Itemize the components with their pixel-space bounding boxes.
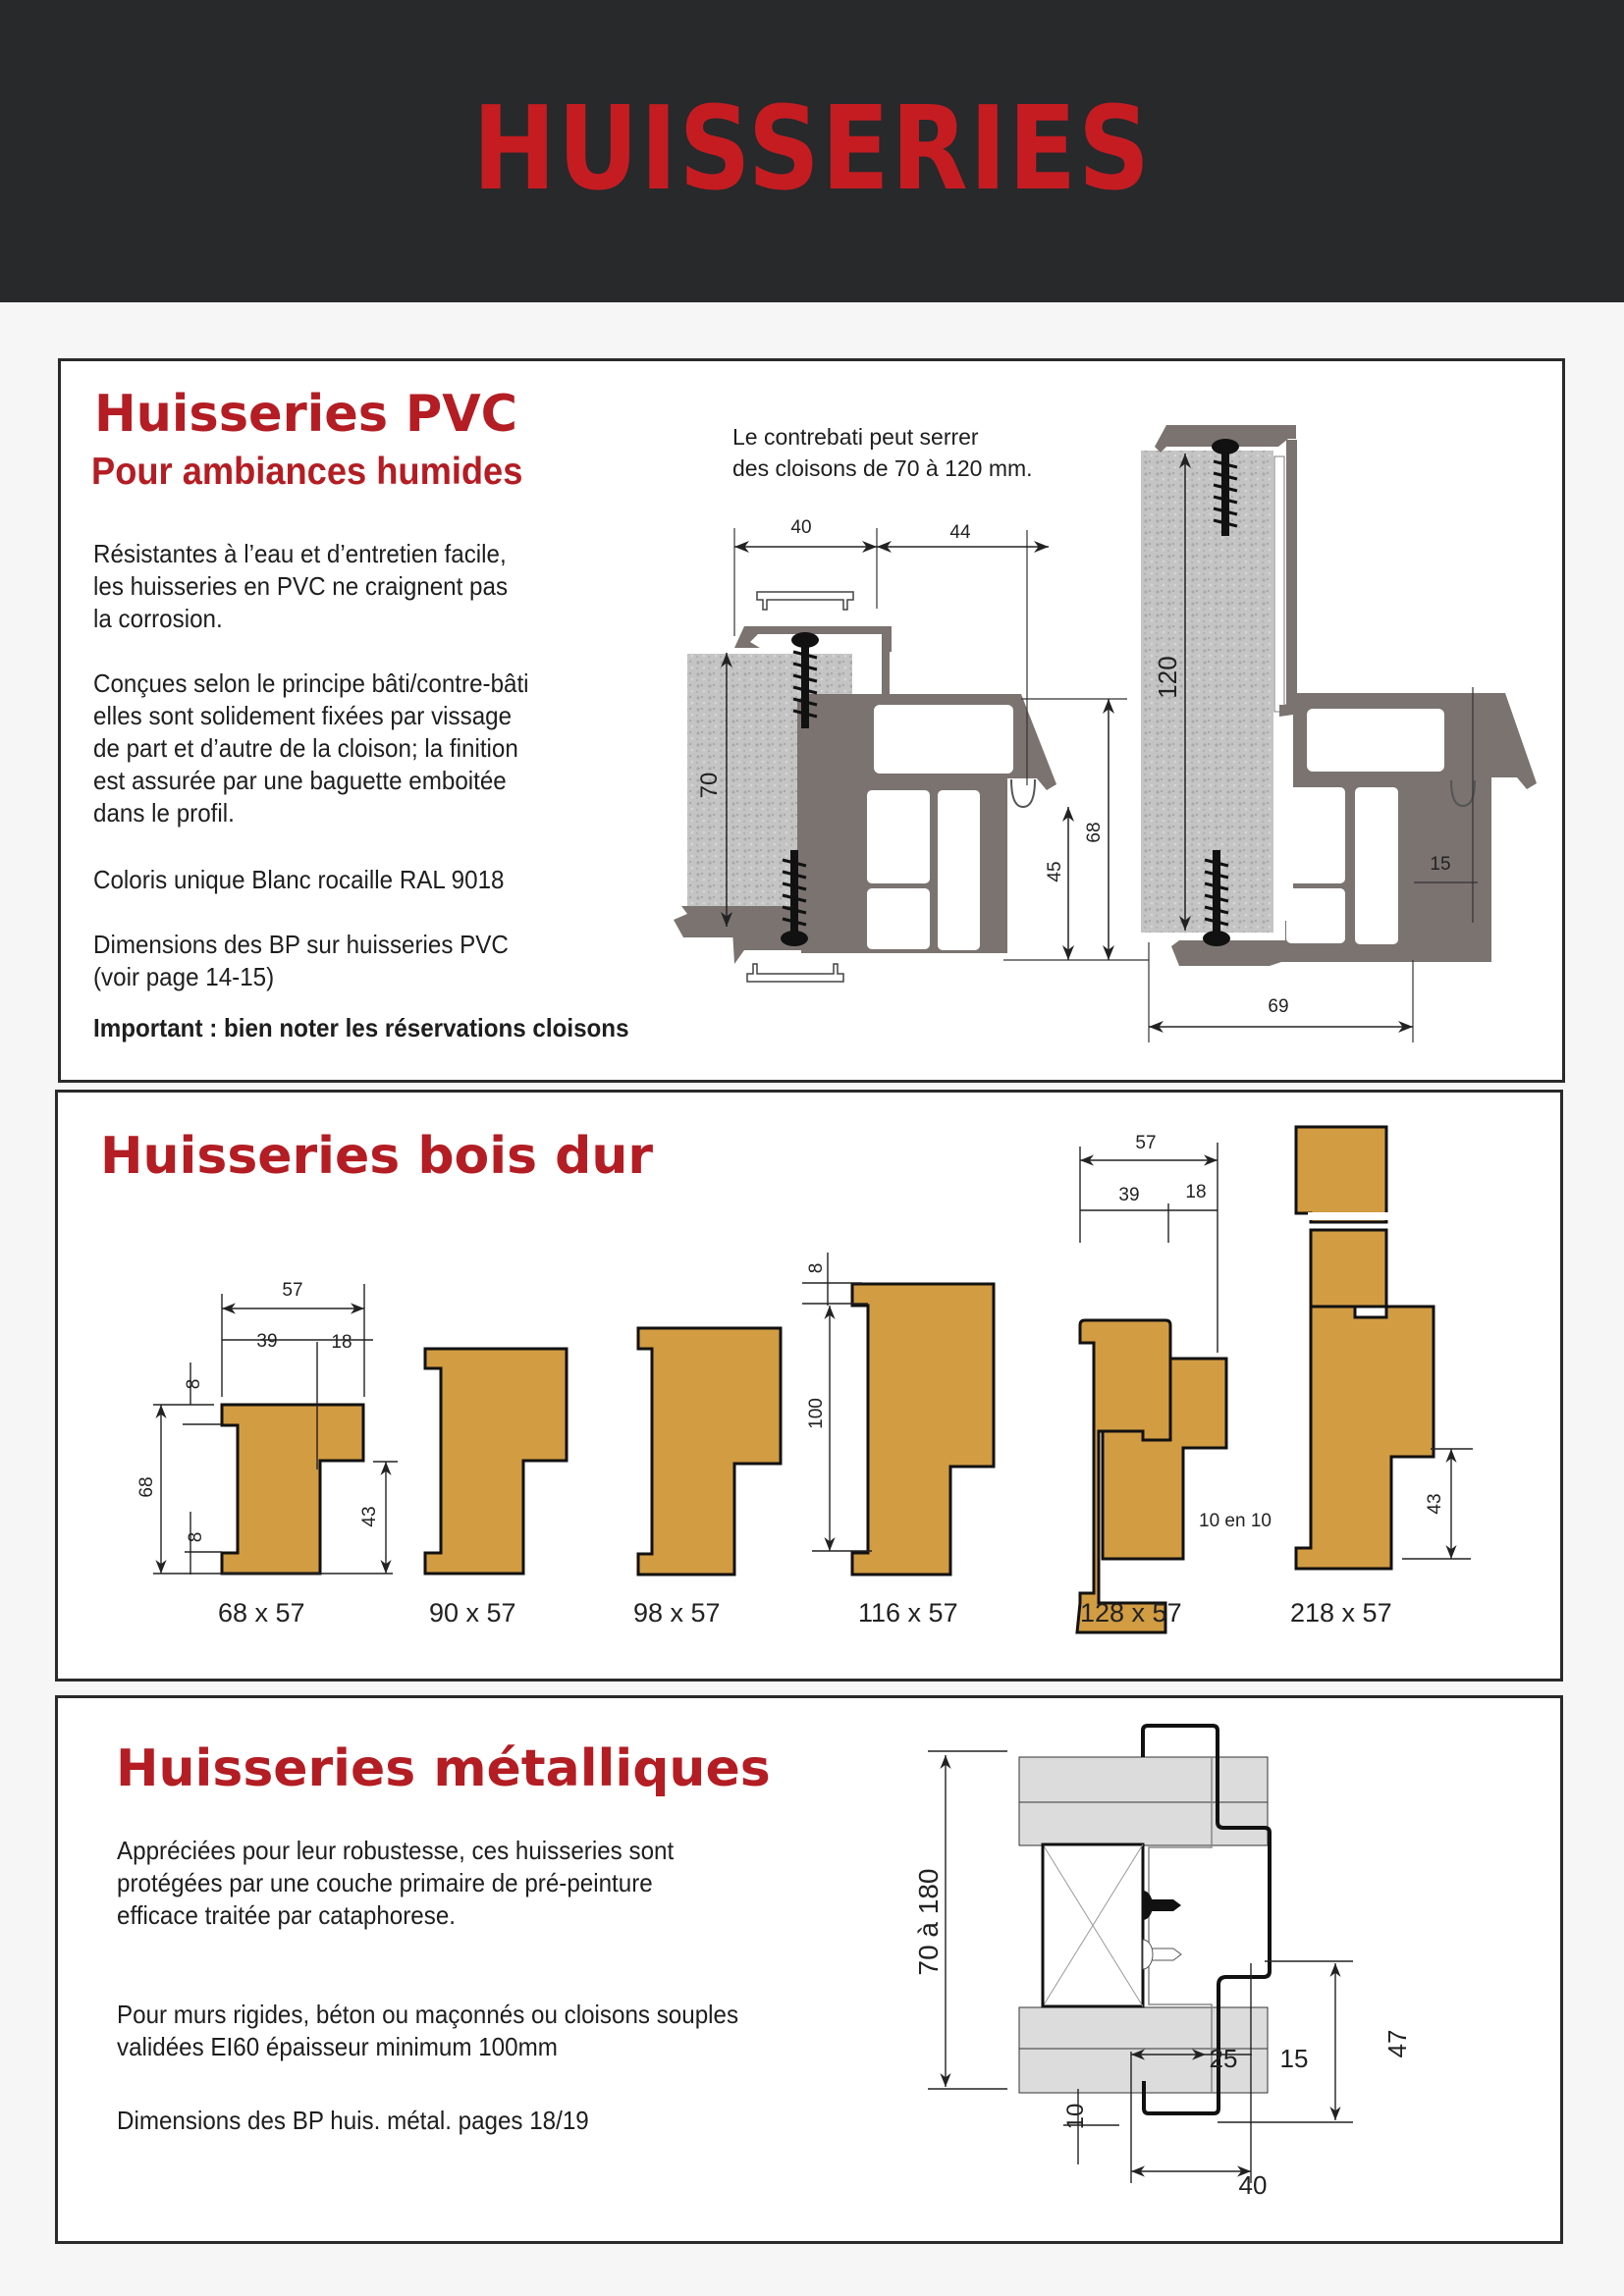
dim-68: 68: [1084, 822, 1105, 843]
dim-120: 120: [1153, 656, 1182, 699]
pvc-diagram-note: Le contrebati peut serrer des cloisons de 70 à 120 mm.: [732, 424, 1033, 481]
dim-39-128: 39: [1118, 1185, 1140, 1205]
pvc-paragraph-3: Coloris unique Blanc rocaille RAL 9018: [93, 865, 505, 894]
wall-section: [1019, 1757, 1268, 1845]
dim-47: 47: [1382, 2029, 1412, 2058]
pvc-important-note: Important : bien noter les réservations cloisons: [93, 1013, 629, 1042]
pvc-title: Huisseries PVC: [94, 385, 518, 444]
dim-43: 43: [359, 1506, 380, 1527]
metal-title: Huisseries métalliques: [116, 1739, 771, 1798]
pvc-paragraph-2: Conçues selon le principe bâti/contre-bâti elles sont solidement fixées par vissage de part et d’autre de la cloison; la finition est assurée par une baguette emboitée dans le profil.: [93, 668, 529, 828]
dim-range: 70 à 180: [913, 1868, 944, 1976]
dim-57: 57: [282, 1280, 303, 1301]
dim-8-116: 8: [806, 1262, 827, 1274]
dim-10: 10: [1062, 2103, 1089, 2130]
dim-15: 15: [1430, 854, 1451, 875]
profile-label-128x57: 128 x 57: [1080, 1598, 1182, 1628]
metal-paragraph-1: Appréciées pour leur robustesse, ces huisseries sont protégées par une couche primaire de pré-peinture efficace traitée par cataphorese.: [117, 1836, 675, 1930]
metal-paragraph-2: Pour murs rigides, béton ou maçonnés ou cloisons souples validées EI60 épaisseur minimum 100mm: [117, 2000, 739, 2061]
dim-18-128: 18: [1185, 1182, 1207, 1202]
dim-43-218: 43: [1425, 1493, 1445, 1515]
pvc-subtitle: Pour ambiances humides: [91, 451, 523, 493]
bois-title: Huisseries bois dur: [100, 1127, 654, 1186]
dim-40: 40: [790, 517, 812, 538]
dim-40: 40: [1238, 2170, 1268, 2200]
profile-label-116x57: 116 x 57: [858, 1598, 958, 1628]
dim-70: 70: [696, 772, 723, 799]
dim-step: 10 en 10: [1199, 1511, 1272, 1531]
screw-icon: [1143, 1891, 1181, 1920]
profile-label-90x57: 90 x 57: [429, 1598, 516, 1628]
profile-label-68x57: 68 x 57: [218, 1598, 305, 1628]
dim-44: 44: [949, 522, 971, 543]
dim-8-bottom: 8: [186, 1531, 206, 1543]
dim-8-top: 8: [184, 1378, 204, 1390]
dim-45: 45: [1045, 861, 1065, 882]
pvc-paragraph-4: Dimensions des BP sur huisseries PVC (voir page 14-15): [93, 930, 509, 991]
dim-39: 39: [256, 1331, 278, 1352]
screw-icon: [1143, 1940, 1181, 1969]
dim-25: 25: [1209, 2044, 1238, 2073]
dim-100: 100: [806, 1398, 827, 1429]
profile-label-218x57: 218 x 57: [1290, 1598, 1392, 1628]
dim-68: 68: [136, 1476, 157, 1498]
profile-label-98x57: 98 x 57: [633, 1598, 721, 1628]
dim-18: 18: [331, 1332, 352, 1353]
metal-paragraph-3: Dimensions des BP huis. métal. pages 18/19: [117, 2106, 589, 2135]
dim-15: 15: [1279, 2044, 1309, 2073]
dim-57-128: 57: [1135, 1133, 1157, 1153]
dim-69: 69: [1268, 996, 1289, 1017]
pvc-paragraph-1: Résistantes à l’eau et d’entretien facile, les huisseries en PVC ne craignent pas la corrosion.: [93, 539, 509, 633]
page-title: HUISSERIES: [472, 80, 1152, 216]
